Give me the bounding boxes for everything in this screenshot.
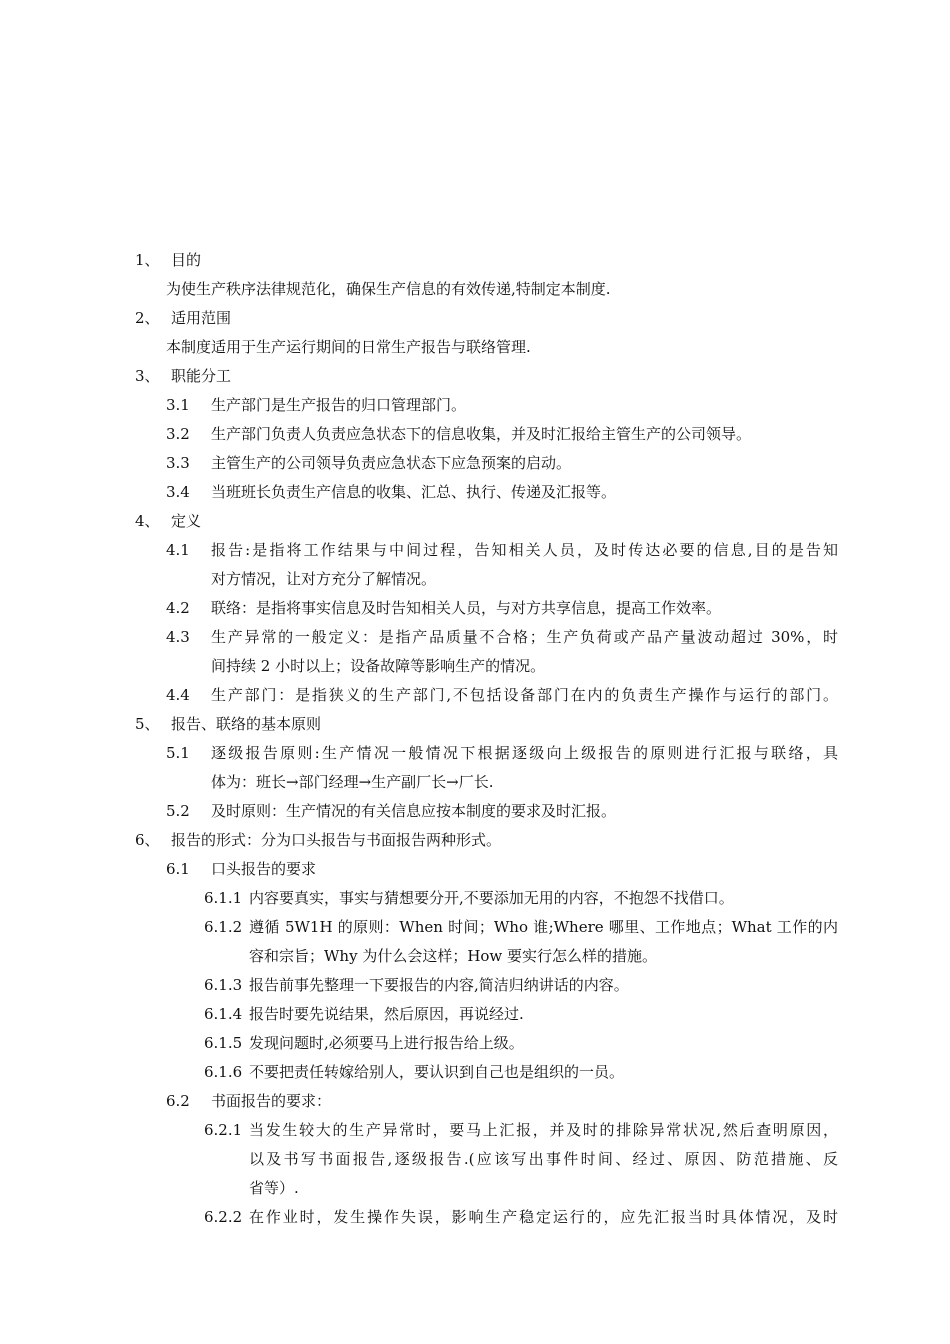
- subclause-text: 在作业时，发生操作失误，影响生产稳定运行的，应先汇报当时具体情况，及时: [249, 1208, 838, 1226]
- clause-number: 3.1: [166, 396, 190, 414]
- section-number: 1、: [135, 251, 160, 269]
- section-title: 报告、联络的基本原则: [171, 715, 322, 733]
- clause-text: 逐级报告原则:生产情况一般情况下根据逐级向上级报告的原则进行汇报与联络，具: [211, 744, 838, 762]
- section-number: 2、: [135, 309, 160, 327]
- section-title: 职能分工: [171, 367, 232, 385]
- subclause-text: 不要把责任转嫁给别人，要认识到自己也是组织的一员。: [249, 1063, 625, 1081]
- clause-number: 4.1: [166, 541, 190, 559]
- section-number: 5、: [135, 715, 160, 733]
- section-number: 4、: [135, 512, 160, 530]
- clause-number: 4.3: [166, 628, 190, 646]
- clause-number: 5.1: [166, 744, 190, 762]
- subclause-text: 内容要真实，事实与猜想要分开,不要添加无用的内容，不抱怨不找借口。: [249, 889, 734, 907]
- clause-text: 对方情况，让对方充分了解情况。: [211, 570, 437, 588]
- section-title: 报告的形式：分为口头报告与书面报告两种形式。: [171, 831, 502, 849]
- subclause-number: 6.1.6: [204, 1063, 243, 1081]
- subclause-text: 遵循 5W1H 的原则：When 时间；Who 谁;Where 哪里、工作地点；What 工作的内: [249, 918, 838, 936]
- subclause-text: 报告时要先说结果，然后原因，再说经过.: [249, 1005, 524, 1023]
- section-number: 6、: [135, 831, 160, 849]
- subclause-text: 省等）.: [249, 1179, 299, 1197]
- clause-number: 3.3: [166, 454, 190, 472]
- subclause-number: 6.2.2: [204, 1208, 243, 1226]
- clause-number: 6.2: [166, 1092, 190, 1110]
- subclause-number: 6.1.1: [204, 889, 243, 907]
- clause-text: 书面报告的要求：: [211, 1092, 332, 1110]
- clause-number: 4.2: [166, 599, 190, 617]
- paragraph-text: 本制度适用于生产运行期间的日常生产报告与联络管理.: [166, 338, 531, 356]
- clause-text: 体为：班长→部门经理→生产副厂长→厂长.: [211, 773, 494, 791]
- clause-number: 4.4: [166, 686, 190, 704]
- section-title: 定义: [171, 512, 202, 530]
- clause-text: 口头报告的要求: [211, 860, 317, 878]
- clause-text: 间持续 2 小时以上；设备故障等影响生产的情况。: [211, 657, 546, 675]
- clause-number: 3.4: [166, 483, 190, 501]
- subclause-text: 容和宗旨；Why 为什么会这样；How 要实行怎么样的措施。: [249, 947, 658, 965]
- subclause-number: 6.1.5: [204, 1034, 243, 1052]
- subclause-number: 6.1.2: [204, 918, 243, 936]
- section-title: 适用范围: [171, 309, 232, 327]
- clause-text: 及时原则：生产情况的有关信息应按本制度的要求及时汇报。: [211, 802, 617, 820]
- clause-text: 生产部门：是指狭义的生产部门,不包括设备部门在内的负责生产操作与运行的部门。: [211, 686, 838, 704]
- subclause-number: 6.2.1: [204, 1121, 243, 1139]
- clause-text: 当班班长负责生产信息的收集、汇总、执行、传递及汇报等。: [211, 483, 617, 501]
- clause-text: 生产部门负责人负责应急状态下的信息收集，并及时汇报给主管生产的公司领导。: [211, 425, 752, 443]
- clause-text: 生产部门是生产报告的归口管理部门。: [211, 396, 467, 414]
- clause-text: 主管生产的公司领导负责应急状态下应急预案的启动。: [211, 454, 572, 472]
- clause-text: 联络：是指将事实信息及时告知相关人员，与对方共享信息，提高工作效率。: [211, 599, 722, 617]
- subclause-text: 发现问题时,必须要马上进行报告给上级。: [249, 1034, 524, 1052]
- clause-number: 3.2: [166, 425, 190, 443]
- subclause-text: 以及书写书面报告,逐级报告.(应该写出事件时间、经过、原因、防范措施、反: [249, 1150, 838, 1168]
- paragraph-text: 为使生产秩序法律规范化，确保生产信息的有效传递,特制定本制度.: [166, 280, 611, 298]
- subclause-number: 6.1.3: [204, 976, 243, 994]
- subclause-text: 报告前事先整理一下要报告的内容,简洁归纳讲话的内容。: [249, 976, 629, 994]
- clause-text: 报告:是指将工作结果与中间过程，告知相关人员，及时传达必要的信息,目的是告知: [211, 541, 838, 559]
- section-number: 3、: [135, 367, 160, 385]
- subclause-text: 当发生较大的生产异常时，要马上汇报，并及时的排除异常状况,然后查明原因，: [249, 1121, 838, 1139]
- clause-number: 6.1: [166, 860, 190, 878]
- section-title: 目的: [171, 251, 202, 269]
- clause-number: 5.2: [166, 802, 190, 820]
- subclause-number: 6.1.4: [204, 1005, 243, 1023]
- clause-text: 生产异常的一般定义：是指产品质量不合格；生产负荷或产品产量波动超过 30%，时: [211, 628, 838, 646]
